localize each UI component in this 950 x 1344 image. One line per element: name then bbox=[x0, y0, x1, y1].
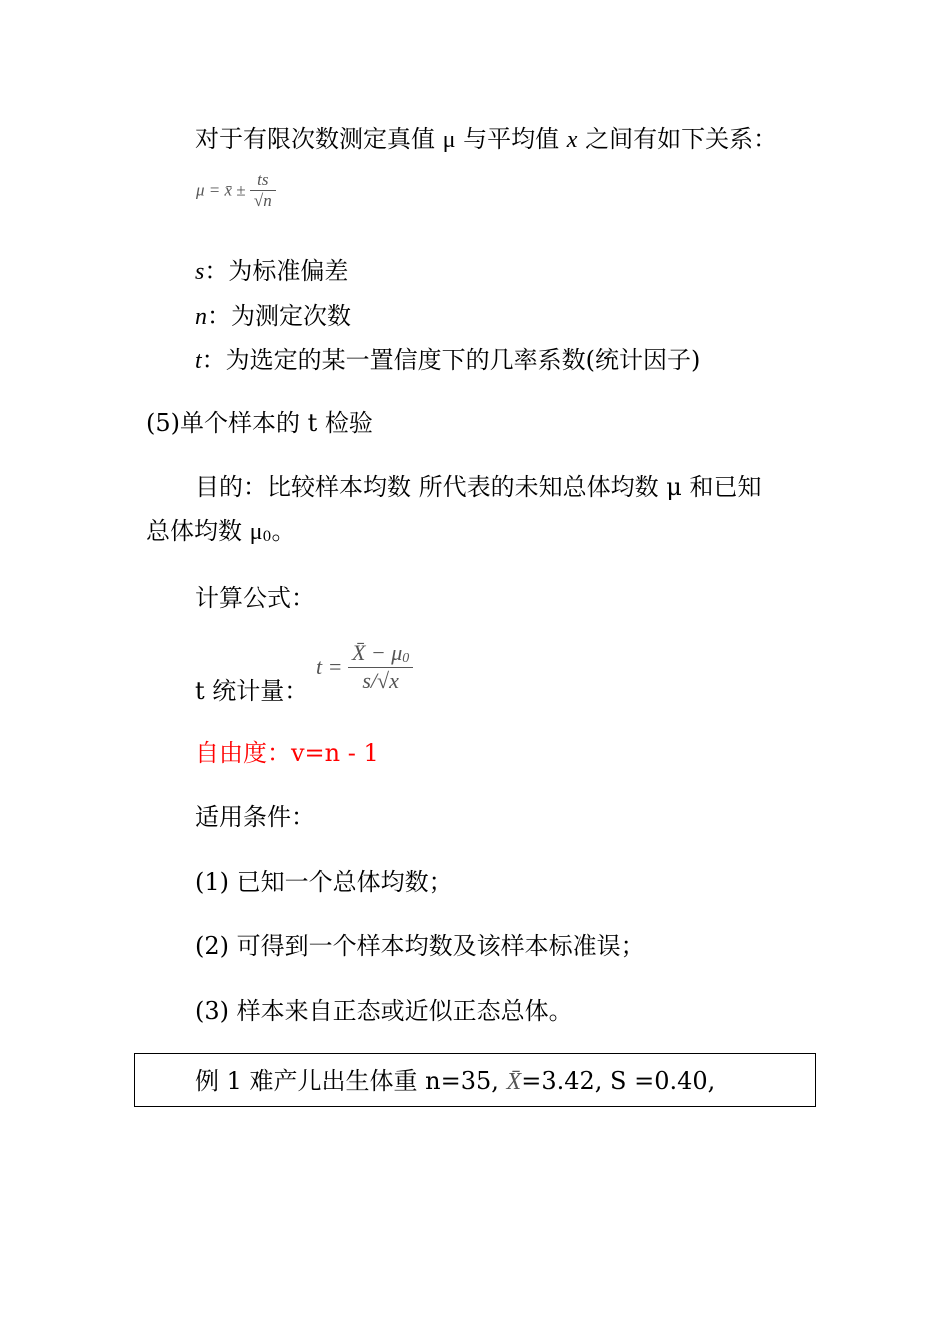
section-title: (5)单个样本的 t 检验 bbox=[146, 409, 373, 437]
t-stat-label: t 统计量： bbox=[195, 677, 309, 705]
formula-numerator: ts bbox=[257, 170, 269, 189]
condition-item: (2) 可得到一个样本均数及该样本标准误； bbox=[195, 932, 645, 960]
t-formula-numerator: X̄ − μ0 bbox=[351, 640, 410, 666]
t-formula-lhs: t = bbox=[316, 654, 343, 679]
t-formula-fraction bbox=[348, 640, 413, 694]
conditions-title: 适用条件： bbox=[195, 803, 315, 831]
mu-symbol: μ bbox=[442, 127, 456, 153]
definition-t: t：为选定的某一置信度下的几率系数(统计因子) bbox=[195, 346, 701, 374]
purpose-line-2: 总体均数 μ0。 bbox=[146, 517, 296, 545]
confidence-formula bbox=[196, 170, 276, 211]
formula-label: 计算公式： bbox=[195, 584, 315, 612]
x-symbol: x bbox=[566, 127, 578, 153]
formula-fraction bbox=[250, 170, 276, 211]
formula-denominator: √n bbox=[250, 190, 276, 211]
example-line: 例 1 难产儿出生体重 n=35, X̄=3.42, S =0.40, bbox=[195, 1067, 716, 1095]
formula-lhs: μ = x̄ ± bbox=[196, 180, 246, 200]
degrees-of-freedom: 自由度：v=n - 1 bbox=[195, 739, 379, 767]
definition-s: s：为标准偏差 bbox=[195, 257, 349, 285]
relation-line: 对于有限次数测定真值 μ 与平均值 x 之间有如下关系： bbox=[195, 125, 778, 153]
condition-item: (1) 已知一个总体均数； bbox=[195, 868, 453, 896]
t-stat-formula bbox=[316, 640, 413, 694]
condition-item: (3) 样本来自正态或近似正态总体。 bbox=[195, 997, 573, 1025]
xbar-symbol: X̄ bbox=[506, 1069, 522, 1095]
t-formula-denominator: s/√x bbox=[348, 667, 413, 694]
definition-n: n：为测定次数 bbox=[195, 302, 351, 330]
purpose-line-1: 目的：比较样本均数 所代表的未知总体均数 μ 和已知 bbox=[195, 473, 762, 501]
